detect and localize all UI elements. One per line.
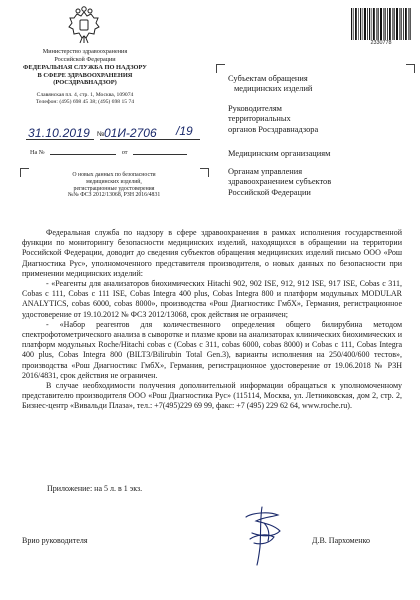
service-address: Славянская пл. 4, стр. 1, Москва, 109074 Телефон: (495) 698 45 38; (495) 698 15 74	[35, 92, 135, 106]
addressee-heads: Руководителям территориальных органов Росздравнадзора	[228, 104, 319, 134]
addressee-subjects: Субъектам обращения медицинских изделий	[228, 74, 313, 94]
handwritten-signature	[234, 503, 290, 567]
body-paragraph: Федеральная служба по надзору в сфере здравоохранения в рамках исполнения государственной функции по мониторингу безопасности медицинских изделий, находящихся в обращении на территории Российской Федерации, доводит до сведения субъектов обращения медицинских изделий письмо ООО «Рош Диагностика Рус», уполномоченного представителя производителя, о новых данных по безопасности при применении медицинских изделий:	[22, 228, 402, 278]
addressee-authorities: Органам управления здравоохранением субъектов Российской Федерации	[228, 167, 332, 197]
registration-suffix: /19	[176, 124, 193, 138]
ministry-name: Министерство здравоохранения Российской Федерации	[42, 48, 128, 63]
body-paragraph: - «Набор реагентов для количественного определения общего билирубина методом спектрофотометрического анализа в сыворотке и плазме крови на анализаторах клинических биохимических и платформ модульных Roche/Hitachi cobas c (Cobas c 311, cobas 6000, cobas 8000) и Cobas c 111, Cobas Integra 400 plus, Cobas Integra 800 (BILT3/Bilirubin Total Gen.3), варианты исполнения на 250/400/600 тестов», производства «Рош Диагностикс ГмбХ», Германия, регистрационное удостоверение от 19.06.2018 № РЗН 2016/4831, срок действия не ограничен.	[22, 319, 402, 380]
barcode-number: 2330778	[370, 40, 392, 46]
letter-subject: О новых данных по безопасности медицинских изделий, регистрационные удостоверения №№ ФСЗ 2012/13068, РЗН 2016/4831	[67, 172, 161, 199]
addressee-corner-right	[406, 64, 415, 73]
letter-body	[22, 228, 402, 412]
reference-line: На № от	[30, 149, 187, 156]
subject-corner-left	[20, 168, 29, 177]
body-paragraph: - «Реагенты для анализаторов биохимических Hitachi 902, 902 ISE, 912, 912 ISE, 917 ISE, Cobas c 311, Cobas c 111, Cobas c 111 ISE, Cobas Integra 400 plus, Cobas Integra 800 и платформ модульных MODULAR ANALYTICS, cobas 6000, cobas 8000», производства «Рош Диагностикс ГмбХ», Германия, регистрационное удостоверение от 19.10.2012 № ФСЗ 2012/13068, срок действия не ограничен;	[22, 279, 402, 319]
registration-date: 31.10.2019	[28, 126, 91, 140]
signatory-name: Д.В. Пархоменко	[312, 536, 371, 545]
service-name: ФЕДЕРАЛЬНАЯ СЛУЖБА ПО НАДЗОРУ В СФЕРЕ ЗДРАВООХРАНЕНИЯ (РОСЗДРАВНАДЗОР)	[23, 64, 147, 87]
addressee-medical: Медицинским организациям	[228, 149, 331, 158]
body-paragraph: В случае необходимости получения дополнительной информации обращаться к уполномоченному представителю производителя ООО «Рош Диагностика Рус» (115114, Москва, ул. Летниковская, дом 2, стр. 2, Бизнес-центр «Вивальди Плаза», тел.: +7(495)229 69 99, факс: +7 (495) 229 62 64, www.roche.ru).	[22, 381, 402, 411]
subject-corner-right	[200, 168, 209, 177]
coat-of-arms-icon	[64, 6, 104, 46]
signatory-title: Врио руководителя	[22, 536, 88, 545]
barcode	[350, 8, 412, 40]
registration-number: 01И-2706	[104, 126, 157, 140]
attachment-note: Приложение: на 5 л. в 1 экз.	[47, 484, 143, 493]
addressee-corner-left	[216, 64, 225, 73]
